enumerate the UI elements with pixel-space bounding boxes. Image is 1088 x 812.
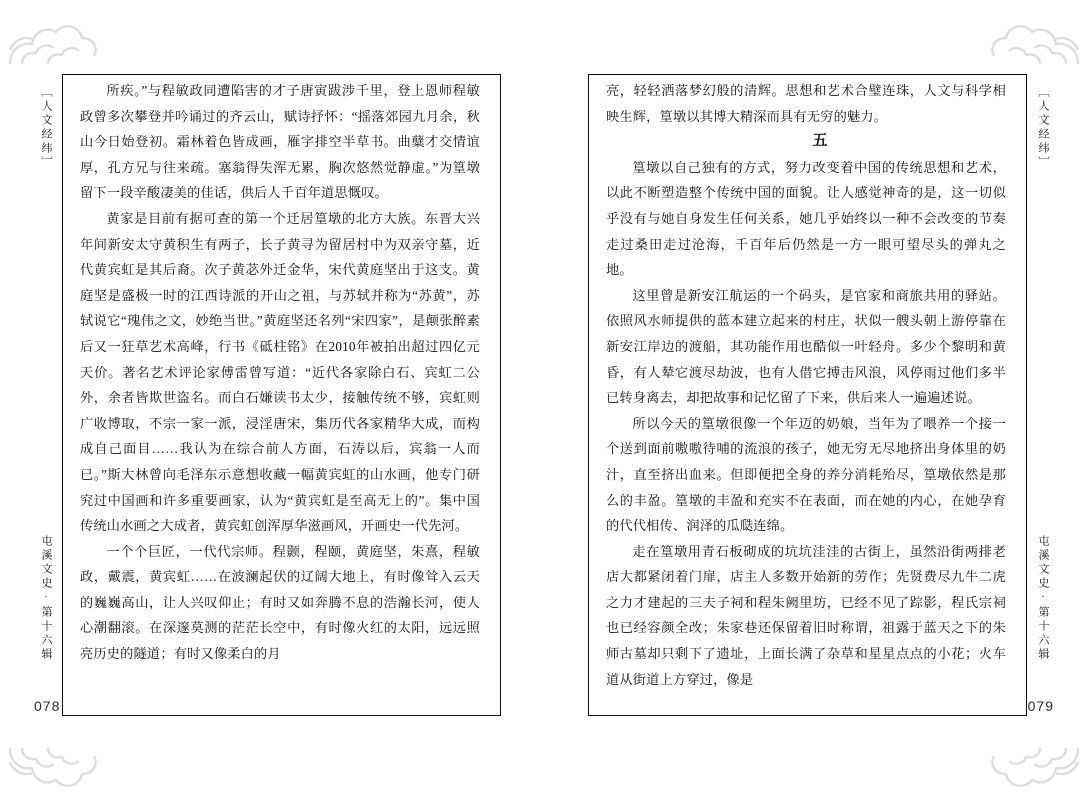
- page-frame-rule: [588, 74, 589, 716]
- paragraph: 一个个巨匠，一代代宗师。程颢，程颐，黄庭坚，朱熹，程敏政，戴震，黄宾虹……在波澜起伏的辽阔大地上，有时像耸入云天的巍巍高山，让人兴叹仰止；有时又如奔腾不息的浩瀚长河，使人心潮翻滚。在深邃莫测的茫茫长空中，有时像火红的太阳，远远照亮历史的隧道；有时又像柔白的月: [80, 543, 480, 662]
- cloud-ornament-icon: [8, 6, 98, 68]
- page-frame-rule: [1026, 74, 1027, 716]
- paragraph: 篁墩以自己独有的方式，努力改变着中国的传统思想和艺术，以此不断塑造整个传统中国的面貌。让人感觉神奇的是，这一切似乎没有与她自身发生任何关系，她几乎始终以一种不会改变的节奏走过桑田走过沧海，千百年后仍然是一方一眼可望尽头的弹丸之地。: [606, 159, 1006, 278]
- cloud-ornament-icon: [8, 744, 98, 806]
- page-number-right: 079: [1027, 698, 1054, 714]
- right-page-text: [606, 78, 1006, 698]
- right-page: [544, 0, 1088, 812]
- section-number: 五: [812, 133, 830, 150]
- left-page-text: [80, 78, 480, 698]
- cloud-ornament-icon: [990, 744, 1080, 806]
- paragraph: 黄家是目前有据可查的第一个迁居篁墩的北方大族。东晋大兴年间新安太守黄积生有两子，长子黄寻为留居村中为双亲守墓，近代黄宾虹是其后裔。次子黄苾外迁金华，宋代黄庭坚出于这支。黄庭坚是盛极一时的江西诗派的开山之祖，与苏轼并称为“苏黄”，苏轼说它“瑰伟之文，妙绝当世。”黄庭坚还名列“宋四家”，是颠张醉素后又一狂草艺术高峰，行书《砥柱铭》在2010年被拍出超过四亿元天价。著名艺术评论家傅雷曾写道：“近代各家除白石、宾虹二公外，余者皆欺世盗名。而白石嫌读书太少，接触传统不够，宾虹则广收博取，不宗一家一派，浸淫唐宋，集历代各家精华大成，而构成自己面目……我认为在综合前人方面，石涛以后，宾翁一人而已。”斯大林曾向毛泽东示意想收藏一幅黄宾虹的山水画，他专门研究过中国画和许多重要画家，认为“黄宾虹是至高无上的”。集中国传统山水画之大成者，黄宾虹创浑厚华滋画风，开画史一代先河。: [80, 210, 480, 534]
- page-frame-rule: [62, 715, 500, 716]
- running-head-series: ［人文经纬］: [1037, 86, 1049, 170]
- running-head-series: ［人文经纬］: [40, 86, 52, 170]
- page-frame-rule: [588, 715, 1026, 716]
- running-head-book: 屯溪文史·第十六辑: [1037, 535, 1049, 662]
- page-frame-rule: [62, 74, 500, 75]
- paragraph: 亮，轻轻洒落梦幻般的清辉。思想和艺术合璧连珠，人文与科学相映生辉，篁墩以其博大精深而具有无穷的魅力。: [606, 83, 1006, 124]
- paragraph: 所疾。”与程敏政同遭陷害的才子唐寅跋涉千里，登上恩师程敏政曾多次攀登并吟诵过的齐云山，赋诗抒怀：“摇落郊园九月余，秋山今日始登初。霜林着色皆成画，雁字排空半草书。曲糵才交情谊厚，孔方兄与往来疏。塞翁得失浑无累，胸次悠然觉静虚。”为篁墩留下一段辛酸凄美的佳话，供后人千百年道思慨叹。: [80, 83, 480, 201]
- running-head-book: 屯溪文史·第十六辑: [40, 535, 52, 662]
- page-frame-rule: [500, 74, 501, 716]
- paragraph: 走在篁墩用青石板砌成的坑坑洼洼的古街上，虽然沿街两排老店大都紧闭着门扉，店主人多数开始新的劳作；先贤费尽九牛二虎之力才建起的三夫子祠和程朱阙里坊，已经不见了踪影，程氏宗祠也已经容颜全改；朱家巷还保留着旧时称谓，祖露于蓝天之下的朱师古墓却只剩下了遗址，上面长满了杂草和星星点点的小花；火车道从街道上方穿过，像是: [606, 543, 1006, 687]
- page-frame-rule: [588, 74, 1026, 75]
- page-number-left: 078: [34, 698, 61, 714]
- paragraph: 所以今天的篁墩很像一个年迈的奶娘，当年为了喂养一个接一个送到面前嗷嗷待哺的流浪的孩子，她无穷无尽地挤出身体里的奶汁，直至挤出血来。但即便把全身的养分消耗殆尽，篁墩依然是那么的丰盈。篁墩的丰盈和充实不在表面，而在她的内心，在她孕育的代代相传、润泽的瓜瓞连绵。: [606, 415, 1006, 534]
- book-gutter: [543, 0, 545, 812]
- cloud-ornament-icon: [990, 6, 1080, 68]
- page-frame-rule: [62, 74, 63, 716]
- paragraph: 这里曾是新安江航运的一个码头，是官家和商旅共用的驿站。依照风水师提供的蓝本建立起来的村庄，状似一艘头朝上游停靠在新安江岸边的渡船，其功能作用也酷似一叶轻舟。多少个黎明和黄昏，有人辇它渡尽劫波，也有人借它搏击风浪，风停雨过他们多半已转身离去，却把故事和记忆留了下来，供后来人一遍遍述说。: [606, 287, 1006, 406]
